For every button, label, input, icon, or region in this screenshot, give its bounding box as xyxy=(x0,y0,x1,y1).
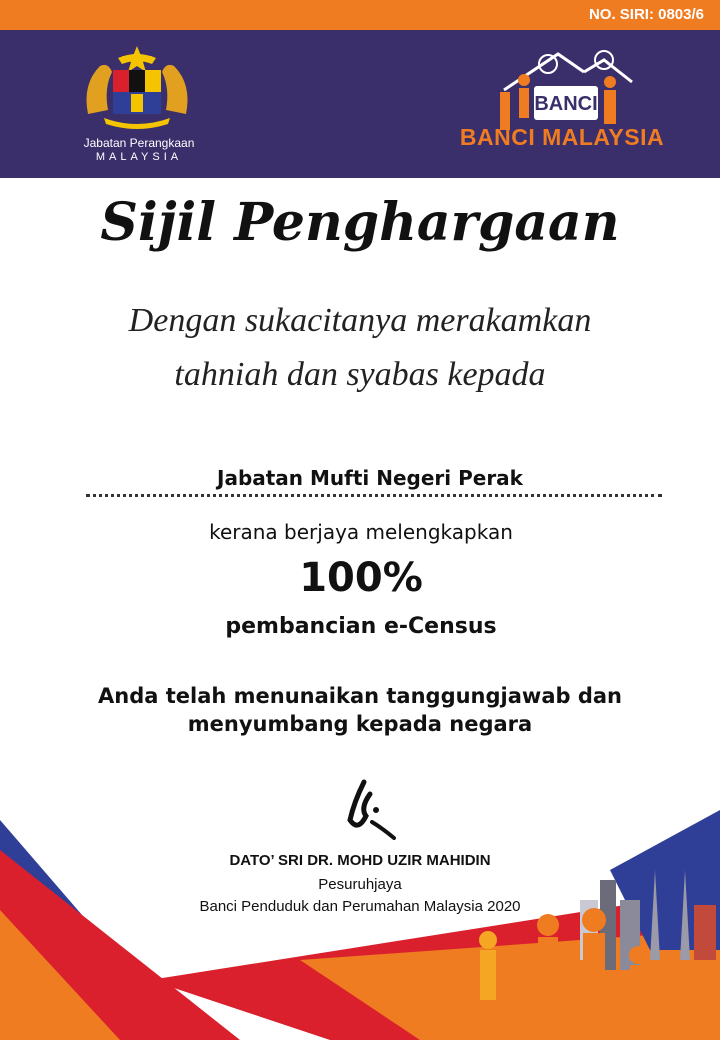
serial-number: NO. SIRI: 0803/6 xyxy=(588,6,704,23)
department-country: MALAYSIA xyxy=(95,151,183,163)
census-line: pembancian e-Census xyxy=(225,614,497,639)
completion-percent: 100% xyxy=(299,555,423,601)
banci-malaysia-name: BANCI MALAYSIA xyxy=(459,124,665,150)
coat-of-arms-icon xyxy=(78,44,196,130)
signature-icon xyxy=(336,776,400,840)
intro-line-2: tahniah dan syabas kepada xyxy=(174,356,546,393)
signatory-role: Pesuruhjaya xyxy=(318,876,402,893)
banci-logo-icon xyxy=(486,42,642,134)
footer-decoration xyxy=(0,810,720,1040)
intro-line-1: Dengan sukacitanya merakamkan xyxy=(128,302,592,339)
message-line-2: menyumbang kepada negara xyxy=(187,712,533,736)
recipient-name: Jabatan Mufti Negeri Perak xyxy=(217,466,523,490)
svg-text:BANCI: BANCI xyxy=(534,93,598,115)
signatory-organization: Banci Penduduk dan Perumahan Malaysia 2020 xyxy=(199,898,521,915)
department-name: Jabatan Perangkaan xyxy=(83,136,195,150)
dotted-divider xyxy=(86,494,662,497)
top-orange-bar xyxy=(0,0,720,30)
header-banner xyxy=(0,30,720,178)
signatory-name: DATO’ SRI DR. MOHD UZIR MAHIDIN xyxy=(229,852,491,869)
message-line-1: Anda telah menunaikan tanggungjawab dan xyxy=(98,684,622,708)
certificate-title: Sijil Penghargaan xyxy=(100,192,620,253)
achievement-line: kerana berjaya melengkapkan xyxy=(209,520,513,544)
